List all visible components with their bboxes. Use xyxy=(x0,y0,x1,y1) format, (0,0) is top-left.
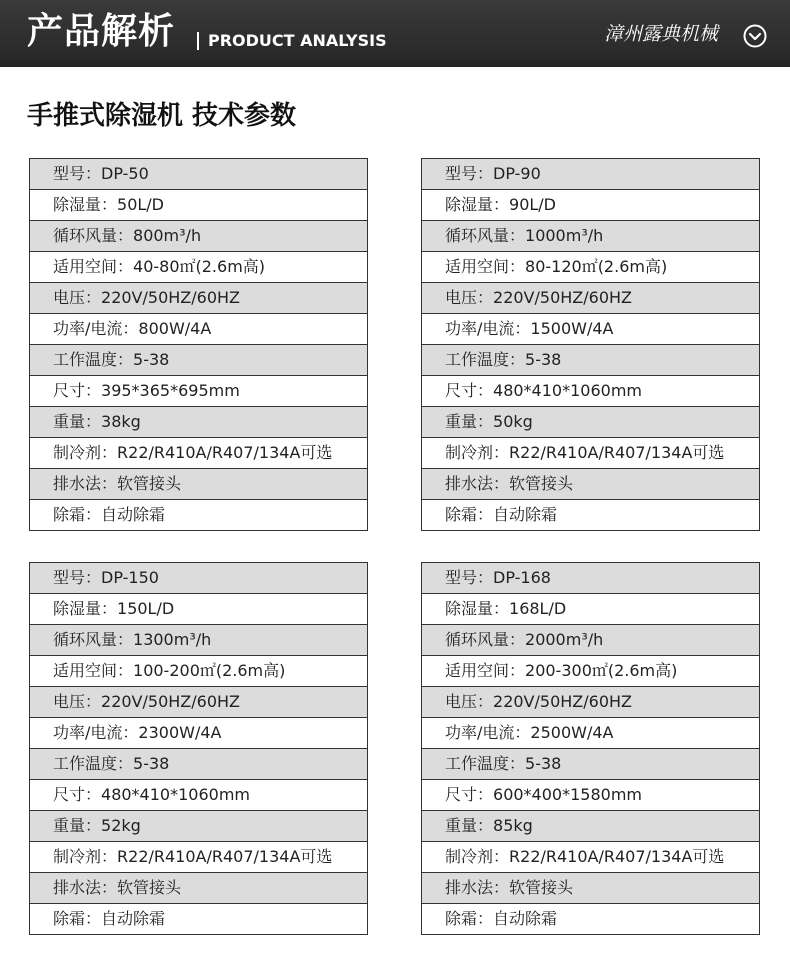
spec-label: 型号： xyxy=(53,568,102,587)
spec-cell xyxy=(30,780,368,811)
spec-value: 200-300㎡(2.6m高) xyxy=(525,661,678,680)
spec-cell xyxy=(30,314,368,345)
spec-value: 800m³/h xyxy=(133,226,202,245)
spec-label: 除霜： xyxy=(445,505,494,524)
spec-label: 循环风量： xyxy=(53,226,134,245)
spec-cell xyxy=(422,314,760,345)
spec-value: 2300W/4A xyxy=(138,723,222,742)
spec-row xyxy=(422,904,760,935)
spec-cell xyxy=(30,687,368,718)
spec-label: 排水法： xyxy=(53,878,118,897)
spec-label: 工作温度： xyxy=(445,350,526,369)
spec-label: 排水法： xyxy=(445,878,510,897)
spec-row xyxy=(30,842,368,873)
spec-row xyxy=(30,407,368,438)
spec-cell xyxy=(422,656,760,687)
spec-value: 5-38 xyxy=(133,350,170,369)
spec-table xyxy=(29,158,368,531)
spec-row xyxy=(30,563,368,594)
spec-row xyxy=(30,283,368,314)
spec-row xyxy=(422,500,760,531)
spec-row xyxy=(422,594,760,625)
chevron-down-circle-icon[interactable] xyxy=(743,24,767,48)
spec-value: 600*400*1580mm xyxy=(493,785,642,804)
spec-value: 自动除霜 xyxy=(493,505,558,524)
spec-value: 2000m³/h xyxy=(525,630,604,649)
spec-value: 自动除霜 xyxy=(493,909,558,928)
spec-row xyxy=(30,345,368,376)
spec-row xyxy=(422,376,760,407)
spec-row xyxy=(422,842,760,873)
spec-cell xyxy=(422,749,760,780)
spec-cell xyxy=(30,438,368,469)
spec-label: 除湿量： xyxy=(53,195,118,214)
spec-row xyxy=(422,407,760,438)
spec-value: 自动除霜 xyxy=(101,505,166,524)
spec-value: 100-200㎡(2.6m高) xyxy=(133,661,286,680)
spec-value: 5-38 xyxy=(133,754,170,773)
spec-value: 5-38 xyxy=(525,754,562,773)
spec-label: 制冷剂： xyxy=(53,847,118,866)
spec-label: 排水法： xyxy=(53,474,118,493)
spec-table xyxy=(29,562,368,935)
spec-cell xyxy=(30,376,368,407)
header-divider xyxy=(197,32,199,50)
spec-label: 型号： xyxy=(445,568,494,587)
spec-row xyxy=(30,594,368,625)
spec-cell xyxy=(422,283,760,314)
spec-row xyxy=(422,873,760,904)
spec-table xyxy=(421,562,760,935)
spec-label: 重量： xyxy=(53,816,102,835)
spec-label: 电压： xyxy=(445,692,494,711)
spec-label: 除霜： xyxy=(53,505,102,524)
spec-row xyxy=(422,159,760,190)
spec-cell xyxy=(30,283,368,314)
spec-label: 功率/电流： xyxy=(445,723,531,742)
spec-label: 工作温度： xyxy=(445,754,526,773)
spec-value: 480*410*1060mm xyxy=(101,785,250,804)
spec-row xyxy=(30,718,368,749)
page-title: 手推式除湿机 技术参数 xyxy=(27,101,297,131)
spec-cell xyxy=(30,904,368,935)
spec-row xyxy=(422,780,760,811)
spec-cell xyxy=(30,252,368,283)
spec-label: 电压： xyxy=(445,288,494,307)
spec-value: DP-90 xyxy=(493,164,541,183)
spec-cell xyxy=(422,904,760,935)
spec-label: 循环风量： xyxy=(53,630,134,649)
spec-label: 循环风量： xyxy=(445,630,526,649)
header-subtitle: PRODUCT ANALYSIS xyxy=(208,31,387,50)
spec-label: 型号： xyxy=(53,164,102,183)
spec-value: 80-120㎡(2.6m高) xyxy=(525,257,668,276)
spec-label: 除湿量： xyxy=(445,599,510,618)
spec-label: 制冷剂： xyxy=(445,847,510,866)
spec-row xyxy=(30,687,368,718)
spec-label: 重量： xyxy=(445,816,494,835)
spec-value: 480*410*1060mm xyxy=(493,381,642,400)
spec-label: 制冷剂： xyxy=(53,443,118,462)
spec-value: 52kg xyxy=(101,816,141,835)
spec-value: 40-80㎡(2.6m高) xyxy=(133,257,266,276)
spec-label: 适用空间： xyxy=(445,257,526,276)
spec-row xyxy=(30,252,368,283)
spec-label: 重量： xyxy=(445,412,494,431)
spec-cell xyxy=(30,221,368,252)
spec-value: R22/R410A/R407/134A可选 xyxy=(509,847,725,866)
spec-row xyxy=(422,811,760,842)
spec-value: 自动除霜 xyxy=(101,909,166,928)
spec-label: 工作温度： xyxy=(53,350,134,369)
header-banner xyxy=(0,0,790,67)
spec-value: 软管接头 xyxy=(509,878,574,897)
spec-label: 电压： xyxy=(53,288,102,307)
spec-cell xyxy=(30,873,368,904)
spec-row xyxy=(422,190,760,221)
spec-cell xyxy=(30,500,368,531)
spec-value: R22/R410A/R407/134A可选 xyxy=(117,443,333,462)
spec-value: 50kg xyxy=(493,412,533,431)
spec-label: 循环风量： xyxy=(445,226,526,245)
spec-cell xyxy=(30,718,368,749)
spec-cell xyxy=(30,656,368,687)
spec-cell xyxy=(422,345,760,376)
spec-value: 90L/D xyxy=(509,195,556,214)
company-name: 漳州露典机械 xyxy=(604,23,719,45)
spec-cell xyxy=(422,563,760,594)
spec-label: 适用空间： xyxy=(445,661,526,680)
spec-cell xyxy=(30,842,368,873)
spec-row xyxy=(30,469,368,500)
spec-row xyxy=(30,904,368,935)
spec-label: 制冷剂： xyxy=(445,443,510,462)
spec-row xyxy=(422,438,760,469)
spec-value: 50L/D xyxy=(117,195,164,214)
spec-row xyxy=(30,500,368,531)
spec-cell xyxy=(422,376,760,407)
spec-row xyxy=(30,438,368,469)
spec-value: 220V/50HZ/60HZ xyxy=(101,288,240,307)
spec-row xyxy=(422,625,760,656)
spec-row xyxy=(422,469,760,500)
spec-label: 功率/电流： xyxy=(445,319,531,338)
spec-value: 220V/50HZ/60HZ xyxy=(493,692,632,711)
spec-value: 软管接头 xyxy=(509,474,574,493)
spec-label: 除湿量： xyxy=(53,599,118,618)
spec-table xyxy=(421,158,760,531)
spec-row xyxy=(422,252,760,283)
spec-cell xyxy=(30,625,368,656)
spec-value: 5-38 xyxy=(525,350,562,369)
spec-cell xyxy=(422,407,760,438)
spec-label: 重量： xyxy=(53,412,102,431)
spec-value: 软管接头 xyxy=(117,474,182,493)
spec-value: 220V/50HZ/60HZ xyxy=(493,288,632,307)
spec-cell xyxy=(422,811,760,842)
spec-label: 功率/电流： xyxy=(53,723,139,742)
spec-row xyxy=(422,687,760,718)
spec-value: 85kg xyxy=(493,816,533,835)
spec-cell xyxy=(30,563,368,594)
spec-label: 尺寸： xyxy=(445,785,494,804)
spec-label: 电压： xyxy=(53,692,102,711)
spec-row xyxy=(30,314,368,345)
spec-label: 除霜： xyxy=(53,909,102,928)
spec-row xyxy=(30,873,368,904)
spec-label: 尺寸： xyxy=(53,381,102,400)
spec-label: 除湿量： xyxy=(445,195,510,214)
spec-cell xyxy=(30,811,368,842)
spec-cell xyxy=(422,438,760,469)
spec-row xyxy=(30,159,368,190)
spec-cell xyxy=(422,842,760,873)
spec-cell xyxy=(422,252,760,283)
spec-value: DP-150 xyxy=(101,568,159,587)
spec-value: DP-168 xyxy=(493,568,551,587)
spec-value: 38kg xyxy=(101,412,141,431)
spec-value: 1500W/4A xyxy=(530,319,614,338)
spec-row xyxy=(422,563,760,594)
spec-row xyxy=(30,221,368,252)
spec-value: 220V/50HZ/60HZ xyxy=(101,692,240,711)
spec-value: 800W/4A xyxy=(138,319,212,338)
spec-cell xyxy=(422,780,760,811)
spec-row xyxy=(30,780,368,811)
spec-label: 工作温度： xyxy=(53,754,134,773)
spec-value: R22/R410A/R407/134A可选 xyxy=(117,847,333,866)
spec-cell xyxy=(30,345,368,376)
spec-cell xyxy=(30,594,368,625)
spec-row xyxy=(422,345,760,376)
spec-value: 1300m³/h xyxy=(133,630,212,649)
spec-cell xyxy=(422,687,760,718)
spec-value: 168L/D xyxy=(509,599,567,618)
spec-cell xyxy=(422,221,760,252)
spec-row xyxy=(30,811,368,842)
spec-value: 软管接头 xyxy=(117,878,182,897)
spec-cell xyxy=(422,159,760,190)
spec-row xyxy=(422,221,760,252)
spec-label: 适用空间： xyxy=(53,257,134,276)
spec-row xyxy=(30,749,368,780)
spec-row xyxy=(422,718,760,749)
spec-value: 395*365*695mm xyxy=(101,381,240,400)
spec-value: R22/R410A/R407/134A可选 xyxy=(509,443,725,462)
spec-label: 排水法： xyxy=(445,474,510,493)
spec-cell xyxy=(30,469,368,500)
spec-row xyxy=(30,190,368,221)
spec-label: 功率/电流： xyxy=(53,319,139,338)
spec-cell xyxy=(30,159,368,190)
spec-cell xyxy=(422,500,760,531)
spec-cell xyxy=(422,625,760,656)
spec-cell xyxy=(30,749,368,780)
spec-value: 1000m³/h xyxy=(525,226,604,245)
spec-cell xyxy=(30,190,368,221)
spec-row xyxy=(30,625,368,656)
spec-row xyxy=(422,283,760,314)
spec-cell xyxy=(422,594,760,625)
spec-value: DP-50 xyxy=(101,164,149,183)
spec-label: 适用空间： xyxy=(53,661,134,680)
spec-cell xyxy=(422,190,760,221)
spec-value: 2500W/4A xyxy=(530,723,614,742)
spec-label: 除霜： xyxy=(445,909,494,928)
spec-cell xyxy=(422,873,760,904)
spec-label: 型号： xyxy=(445,164,494,183)
spec-row xyxy=(422,314,760,345)
spec-value: 150L/D xyxy=(117,599,175,618)
spec-label: 尺寸： xyxy=(53,785,102,804)
spec-row xyxy=(422,749,760,780)
spec-row xyxy=(30,656,368,687)
spec-cell xyxy=(422,718,760,749)
spec-cell xyxy=(422,469,760,500)
spec-row xyxy=(422,656,760,687)
header-title: 产品解析 xyxy=(27,11,176,52)
spec-label: 尺寸： xyxy=(445,381,494,400)
spec-cell xyxy=(30,407,368,438)
spec-row xyxy=(30,376,368,407)
